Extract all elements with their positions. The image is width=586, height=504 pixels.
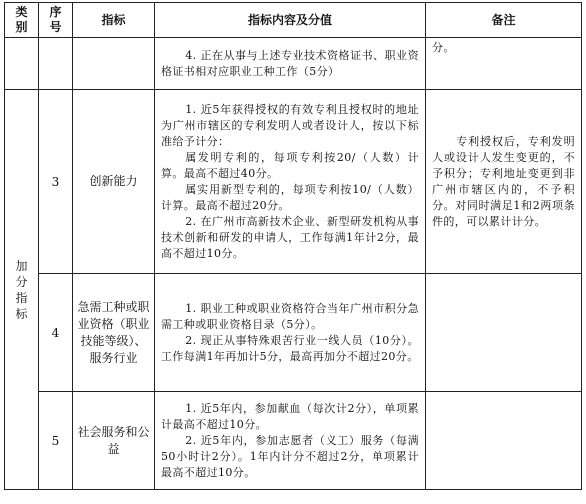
table-row (5, 274, 582, 392)
header-note: 备注 (426, 3, 582, 38)
content-item: 2. 近5年内，参加志愿者（义工）服务（每满50小时计2分）。1年内计分不超过2分，单项累计最高不超过10分。 (161, 433, 419, 479)
note-cell (426, 392, 582, 490)
scoring-table (4, 2, 582, 490)
indicator-cell: 急需工种或职业资格（职业技能等级）、服务行业 (73, 274, 155, 392)
content-item: 2. 在广州市高新技术企业、新型研发机构从事技术创新和研发的申请人，工作每满1年计2分，最高不超过10分。 (161, 214, 419, 260)
content-cell (155, 392, 426, 490)
content-item: 4. 正在从事与上述专业技术资格证书、职业资格证书相对应职业工种工作（5分） (161, 48, 419, 78)
seq-cell: 5 (39, 392, 73, 490)
content-cell (155, 38, 426, 90)
indicator-cell: 社会服务和公益 (73, 392, 155, 490)
content-item: 属发明专利的，每项专利按20/（人数）计算。最高不超过40分。 (161, 150, 419, 180)
content-item: 属实用新型专利的，每项专利按10/（人数）计算。最高不超过20分。 (161, 182, 419, 212)
table-row (5, 392, 582, 490)
seq-cell: 3 (39, 90, 73, 274)
note-cell (426, 38, 582, 90)
seq-cell: 4 (39, 274, 73, 392)
category-cell (5, 38, 39, 90)
content-cell (155, 90, 426, 274)
header-content: 指标内容及分值 (155, 3, 426, 38)
header-indicator: 指标 (73, 3, 155, 38)
content-item: 1. 近5年获得授权的有效专利且授权时的地址为广州市辖区的专利发明人或者设计人，按以下标准给予计分： (161, 102, 419, 148)
note-text: 专利授权后，专利发明人或设计人发生变更的，不予积分；专利地址变更到非广州市辖区内的，不予积分。对同时满足1和2两项条件的，可以累计计分。 (432, 134, 575, 228)
seq-cell (39, 38, 73, 90)
indicator-cell (73, 38, 155, 90)
content-item: 1. 近5年内，参加献血（每次计2分），单项累计最高不超过10分。 (161, 401, 419, 431)
content-item: 2. 现正从事特殊艰苦行业一线人员（10分）。工作每满1年再加计5分，最高再加分不超过20分。 (161, 333, 419, 363)
content-item: 1. 职业工种或职业资格符合当年广州市积分急需工种或职业资格目录（5分）。 (161, 301, 419, 331)
note-cell (426, 90, 582, 274)
table-row (5, 38, 582, 90)
category-cell-bonus (5, 90, 39, 490)
category-label: 加分指标 (15, 258, 28, 321)
header-seq: 序号 (39, 3, 73, 38)
note-cell (426, 274, 582, 392)
table-row (5, 90, 582, 274)
header-category: 类别 (5, 3, 39, 38)
header-row (5, 3, 582, 38)
indicator-cell: 创新能力 (73, 90, 155, 274)
content-cell (155, 274, 426, 392)
note-text: 分。 (432, 41, 455, 54)
